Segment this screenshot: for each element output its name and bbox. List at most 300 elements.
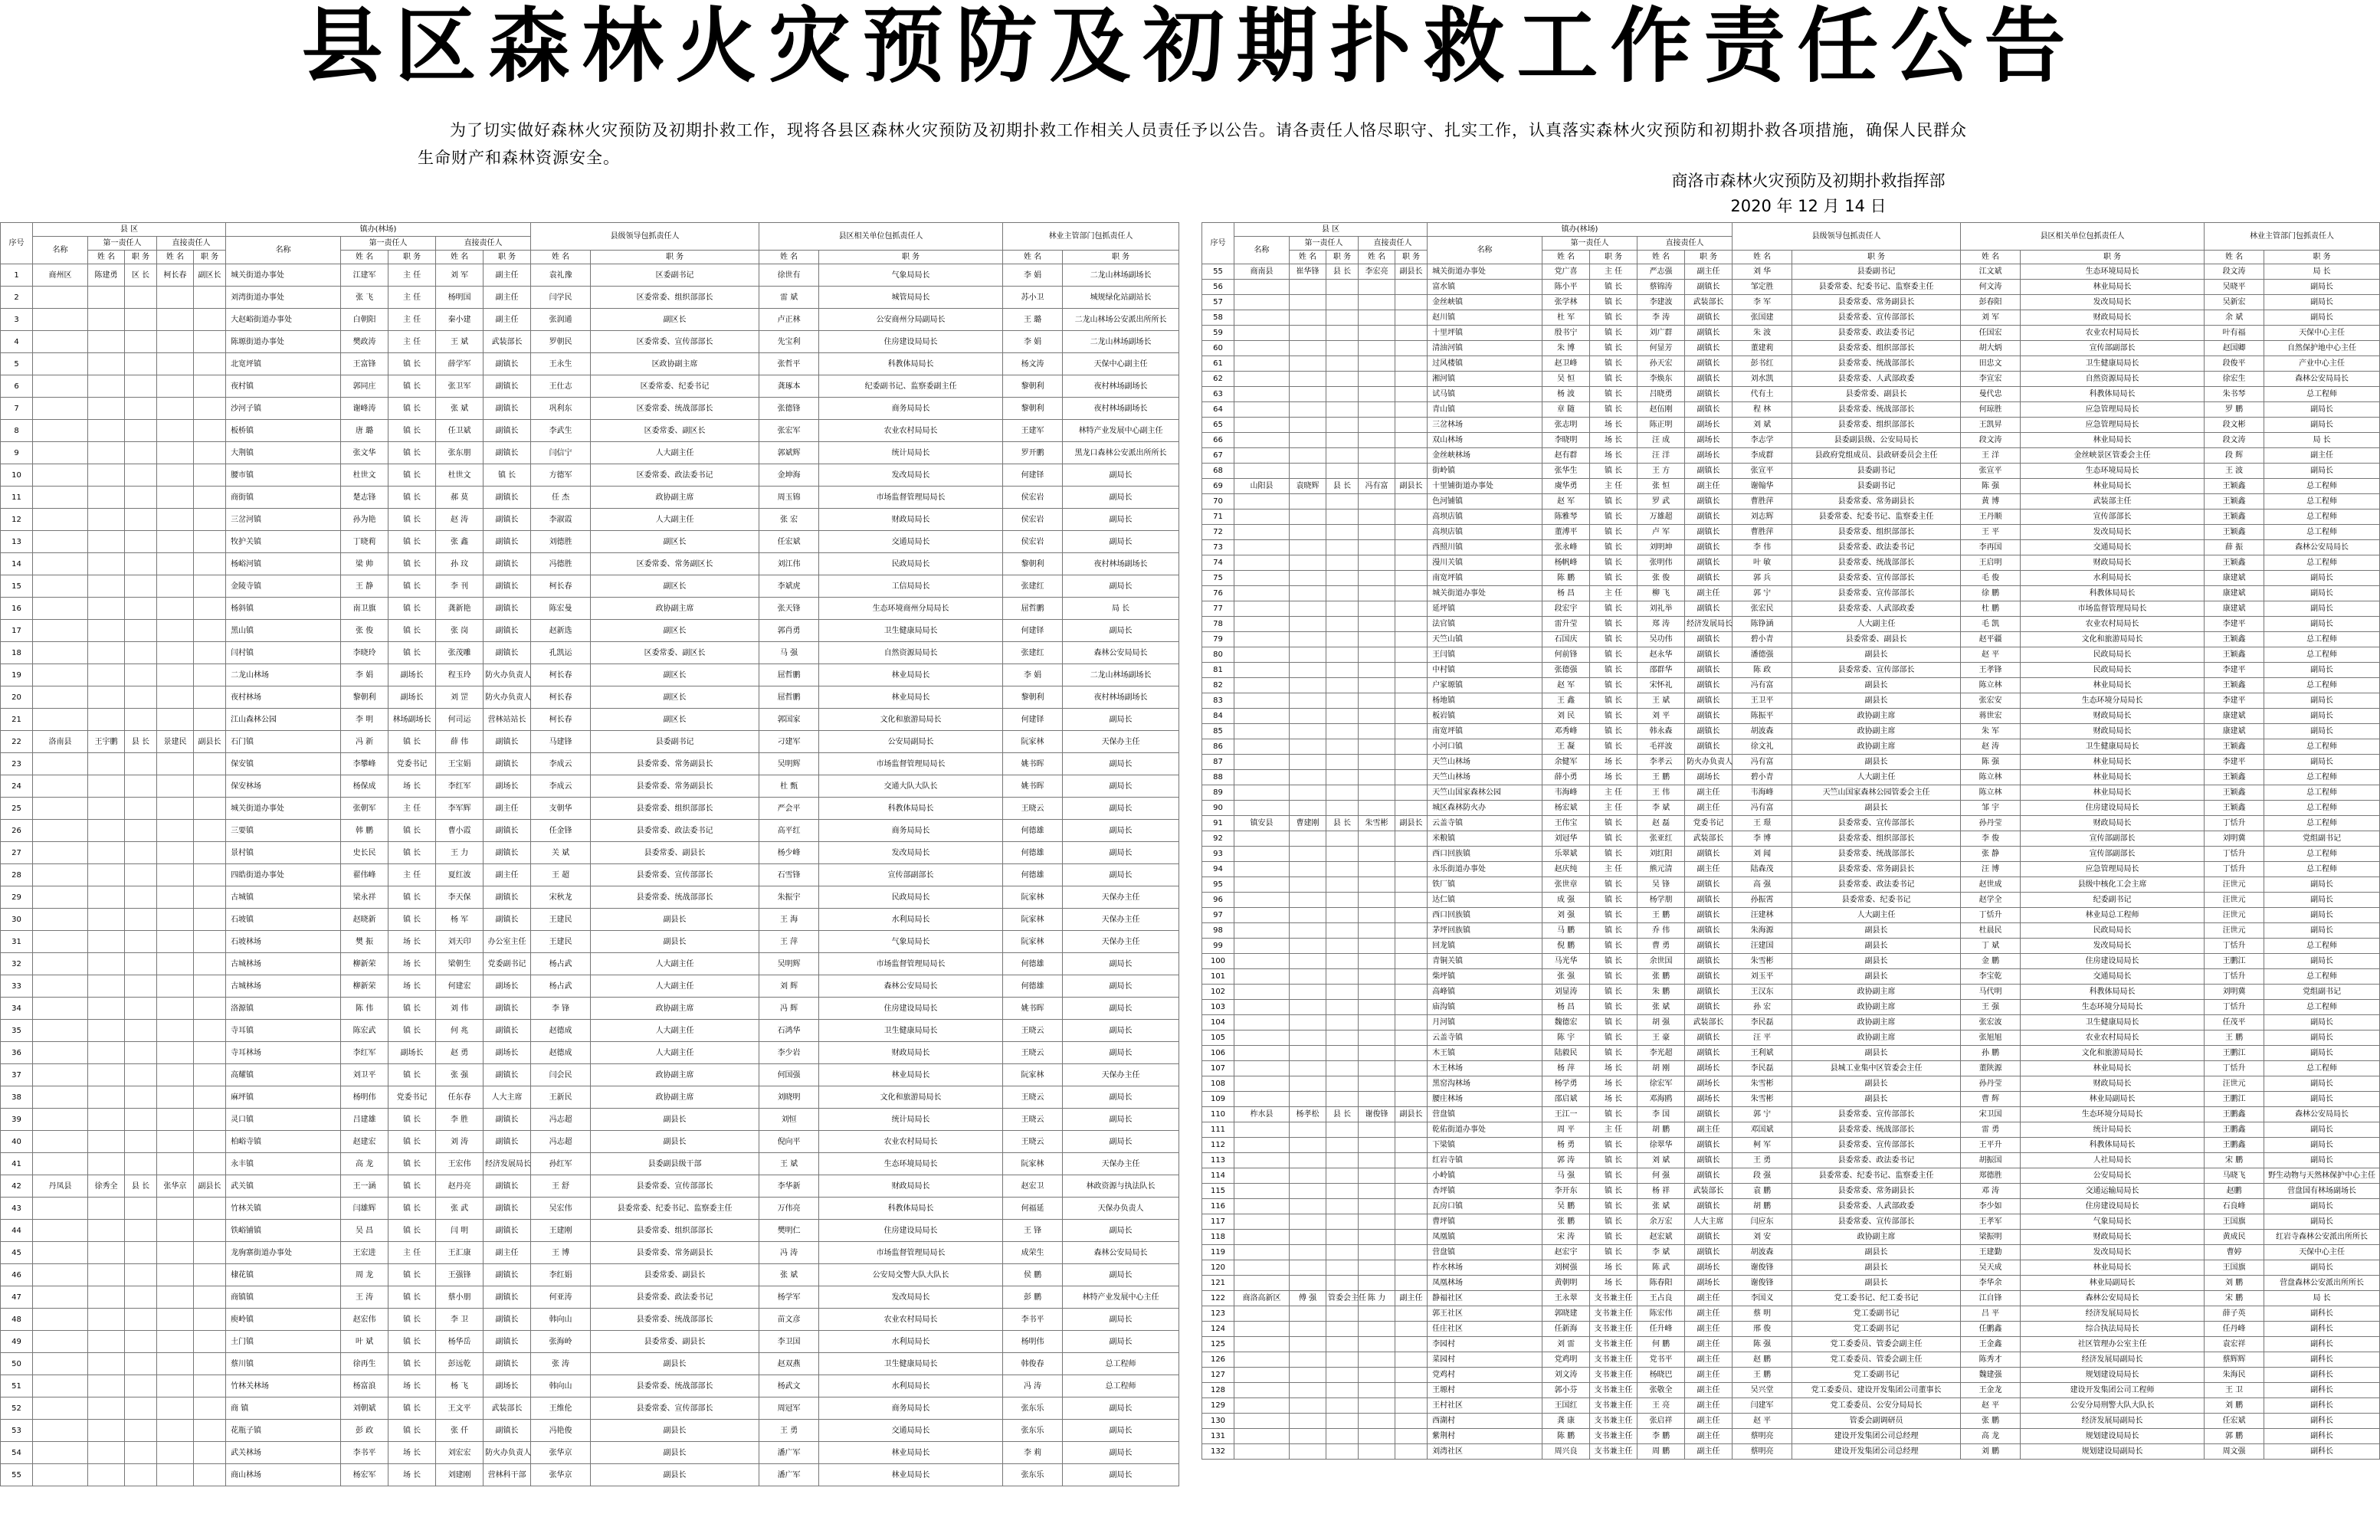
county-direct-name bbox=[1359, 1352, 1395, 1368]
town-first-name: 韦海峰 bbox=[1542, 785, 1590, 801]
county-name bbox=[33, 1198, 88, 1220]
town-name: 铁峪铺镇 bbox=[226, 1220, 341, 1242]
county-name bbox=[1234, 678, 1290, 693]
town-first-name: 殷书宁 bbox=[1542, 326, 1590, 341]
dept-leader-position: 发改局局长 bbox=[2021, 1245, 2205, 1260]
county-name bbox=[1234, 877, 1290, 893]
county-name bbox=[33, 931, 88, 953]
county-first-name bbox=[1290, 831, 1326, 847]
county-first-name: 袁晓辉 bbox=[1290, 479, 1326, 494]
table-row bbox=[1202, 678, 2380, 693]
town-first-position: 镇 长 bbox=[388, 1153, 436, 1175]
county-direct-position bbox=[1395, 831, 1428, 847]
table-row bbox=[1202, 1015, 2380, 1030]
dept-leader-position: 生态环境局局长 bbox=[2021, 264, 2205, 280]
dept-leader-name: 李华余 bbox=[1961, 1276, 2021, 1291]
county-first-position bbox=[1326, 555, 1359, 571]
county-first-name bbox=[1290, 341, 1326, 356]
county-leader-position: 县委常委、政法委书记 bbox=[591, 820, 759, 842]
county-direct-position bbox=[1395, 1046, 1428, 1061]
town-direct-position: 副镇长 bbox=[484, 1175, 531, 1198]
town-direct-position: 营林科干部 bbox=[484, 1464, 531, 1486]
town-direct-name: 李天保 bbox=[436, 886, 484, 909]
county-direct-position bbox=[1395, 1245, 1428, 1260]
county-name bbox=[33, 686, 88, 709]
county-direct-position bbox=[1395, 678, 1428, 693]
forestry-leader-position: 总工程师 bbox=[2264, 525, 2380, 540]
county-name bbox=[1234, 601, 1290, 617]
county-first-position bbox=[125, 1264, 157, 1286]
county-first-position bbox=[1326, 326, 1359, 341]
forestry-leader-position: 副局长 bbox=[1063, 975, 1179, 998]
county-name bbox=[1234, 555, 1290, 571]
table-row bbox=[1202, 479, 2380, 494]
county-first-name bbox=[88, 1331, 125, 1353]
row-number: 72 bbox=[1202, 525, 1234, 540]
forestry-leader-name: 阮家林 bbox=[1003, 1064, 1063, 1086]
dept-leader-name: 王 海 bbox=[759, 909, 819, 931]
county-first-position bbox=[1326, 1184, 1359, 1199]
forestry-leader-name: 何德雄 bbox=[1003, 842, 1063, 864]
table-row bbox=[1, 1242, 1179, 1264]
county-first-position bbox=[1326, 586, 1359, 601]
town-direct-position: 副镇长 bbox=[1685, 923, 1733, 939]
town-first-name: 杨学勇 bbox=[1542, 1076, 1590, 1092]
county-first-position bbox=[125, 753, 157, 775]
row-number: 19 bbox=[1, 664, 33, 686]
forestry-leader-position: 总工程师 bbox=[2264, 678, 2380, 693]
town-first-position: 场 长 bbox=[1590, 1276, 1637, 1291]
town-direct-name: 王宝娟 bbox=[436, 753, 484, 775]
town-direct-name: 赵 磊 bbox=[1637, 816, 1685, 831]
county-name bbox=[33, 842, 88, 864]
county-direct-name bbox=[157, 709, 194, 731]
county-first-position: 县 长 bbox=[1326, 479, 1359, 494]
forestry-leader-name: 王颖鑫 bbox=[2205, 739, 2264, 755]
town-first-position: 镇 长 bbox=[1590, 632, 1637, 647]
county-name bbox=[1234, 1429, 1290, 1444]
dept-leader-name: 张宏波 bbox=[1961, 1015, 2021, 1030]
table-row bbox=[1, 464, 1179, 487]
county-leader-position: 区委常委、纪委书记 bbox=[591, 375, 759, 398]
county-leader-position: 县委常委、政法委书记 bbox=[1792, 540, 1961, 555]
forestry-leader-position: 副局长 bbox=[1063, 1042, 1179, 1064]
dept-leader-position: 农业农村局局长 bbox=[819, 420, 1003, 442]
town-first-position: 镇 长 bbox=[1590, 969, 1637, 985]
town-direct-name: 张 强 bbox=[436, 1064, 484, 1086]
town-first-name: 彭 政 bbox=[341, 1420, 388, 1442]
county-name bbox=[1234, 1230, 1290, 1245]
town-direct-name: 张 仟 bbox=[436, 1420, 484, 1442]
town-first-name: 杨明伟 bbox=[341, 1086, 388, 1109]
county-leader-position: 副县长 bbox=[1792, 923, 1961, 939]
dept-leader-name: 张天锋 bbox=[759, 598, 819, 620]
table-row bbox=[1, 1331, 1179, 1353]
county-direct-name bbox=[1359, 1414, 1395, 1429]
dept-leader-name: 段文涛 bbox=[1961, 433, 2021, 448]
table-row bbox=[1, 909, 1179, 931]
county-leader-position: 县委常委、常务副县长 bbox=[1792, 1184, 1961, 1199]
county-direct-position bbox=[194, 953, 226, 975]
dept-leader-name: 曼代忠 bbox=[1961, 387, 2021, 402]
county-direct-name bbox=[157, 464, 194, 487]
dept-leader-position: 林业局局长 bbox=[2021, 1260, 2205, 1276]
row-number: 102 bbox=[1202, 985, 1234, 1000]
county-name bbox=[1234, 510, 1290, 525]
town-first-position: 镇 长 bbox=[388, 1264, 436, 1286]
county-first-name bbox=[1290, 663, 1326, 678]
table-row bbox=[1202, 1322, 2380, 1337]
dept-leader-name: 杜晨民 bbox=[1961, 923, 2021, 939]
county-direct-position bbox=[1395, 663, 1428, 678]
town-first-name: 周 龙 bbox=[341, 1264, 388, 1286]
town-direct-name: 罗 武 bbox=[1637, 494, 1685, 510]
row-number: 68 bbox=[1202, 464, 1234, 479]
town-direct-position: 副镇长 bbox=[1685, 877, 1733, 893]
county-leader-position: 县委常委、副县长 bbox=[591, 1264, 759, 1286]
county-leader-name: 闫会民 bbox=[531, 1064, 591, 1086]
county-direct-name bbox=[157, 953, 194, 975]
county-name bbox=[33, 1353, 88, 1375]
town-name: 金陵寺镇 bbox=[226, 575, 341, 598]
county-first-name bbox=[1290, 785, 1326, 801]
forestry-leader-position: 副局长 bbox=[2264, 418, 2380, 433]
town-name: 高坝店镇 bbox=[1428, 510, 1542, 525]
notice-intro bbox=[418, 116, 1981, 172]
county-leader-name: 王卫平 bbox=[1733, 693, 1792, 709]
county-direct-name bbox=[157, 1442, 194, 1464]
town-direct-position: 副主任 bbox=[1685, 785, 1733, 801]
county-direct-name bbox=[1359, 785, 1395, 801]
town-name: 王塬村 bbox=[1428, 1383, 1542, 1398]
forestry-leader-name: 李建平 bbox=[2205, 755, 2264, 770]
county-direct-name bbox=[157, 1420, 194, 1442]
county-name bbox=[1234, 969, 1290, 985]
dept-leader-name: 屈哲鹏 bbox=[759, 664, 819, 686]
forestry-leader-name: 张东乐 bbox=[1003, 1420, 1063, 1442]
forestry-leader-name: 吴新宏 bbox=[2205, 295, 2264, 310]
dept-leader-position: 财政局局长 bbox=[2021, 1230, 2205, 1245]
forestry-leader-position: 总工程师 bbox=[2264, 555, 2380, 571]
county-leader-name: 刘志辉 bbox=[1733, 510, 1792, 525]
town-direct-name: 李光超 bbox=[1637, 1046, 1685, 1061]
dept-leader-name: 田忠文 bbox=[1961, 356, 2021, 372]
row-number: 112 bbox=[1202, 1138, 1234, 1153]
town-first-name: 闫雄辉 bbox=[341, 1198, 388, 1220]
county-leader-name: 张 涛 bbox=[531, 1353, 591, 1375]
county-leader-position: 副县长 bbox=[1792, 1276, 1961, 1291]
county-first-name bbox=[88, 1109, 125, 1131]
county-leader-name: 王利斌 bbox=[1733, 1046, 1792, 1061]
county-first-position bbox=[1326, 1368, 1359, 1383]
county-leader-position: 副县长 bbox=[1792, 939, 1961, 954]
dept-leader-position: 林业局局长 bbox=[819, 664, 1003, 686]
table-row bbox=[1202, 1214, 2380, 1230]
county-leader-name: 董建莉 bbox=[1733, 341, 1792, 356]
forestry-leader-position: 副科长 bbox=[2264, 1306, 2380, 1322]
dept-leader-position: 纪委副书记 bbox=[2021, 893, 2205, 908]
dept-leader-position: 文化和旅游局局长 bbox=[2021, 1046, 2205, 1061]
town-first-position: 支书兼主任 bbox=[1590, 1444, 1637, 1460]
county-first-name bbox=[1290, 617, 1326, 632]
table-row bbox=[1, 442, 1179, 464]
county-name bbox=[33, 1220, 88, 1242]
county-leader-name: 李淑霞 bbox=[531, 509, 591, 531]
forestry-leader-position: 营盘国有林场副场长 bbox=[2264, 1184, 2380, 1199]
town-first-name: 刘朝斌 bbox=[341, 1397, 388, 1420]
county-first-name bbox=[88, 953, 125, 975]
town-first-name: 史长民 bbox=[341, 842, 388, 864]
row-number: 108 bbox=[1202, 1076, 1234, 1092]
row-number: 94 bbox=[1202, 862, 1234, 877]
county-name bbox=[33, 331, 88, 353]
row-number: 126 bbox=[1202, 1352, 1234, 1368]
county-direct-position bbox=[1395, 510, 1428, 525]
town-direct-name: 何司运 bbox=[436, 709, 484, 731]
county-direct-name bbox=[1359, 1429, 1395, 1444]
forestry-leader-name: 王建军 bbox=[1003, 420, 1063, 442]
county-leader-name: 刘玉平 bbox=[1733, 969, 1792, 985]
dept-leader-position: 应急管理局局长 bbox=[2021, 862, 2205, 877]
row-number: 111 bbox=[1202, 1122, 1234, 1138]
county-name bbox=[33, 398, 88, 420]
row-number: 20 bbox=[1, 686, 33, 709]
header-person: 姓 名 bbox=[1733, 251, 1792, 264]
dept-leader-name: 雷 勇 bbox=[1961, 1122, 2021, 1138]
county-leader-position: 副县长 bbox=[591, 1109, 759, 1131]
forestry-leader-position: 副科长 bbox=[2264, 1383, 2380, 1398]
header-person: 姓 名 bbox=[341, 251, 388, 264]
county-leader-position: 县委副书记 bbox=[1792, 464, 1961, 479]
town-name: 天竺山国家森林公园 bbox=[1428, 785, 1542, 801]
town-direct-name: 何 兆 bbox=[436, 1020, 484, 1042]
town-name: 闫村镇 bbox=[226, 642, 341, 664]
forestry-leader-name: 苏小卫 bbox=[1003, 287, 1063, 309]
table-row bbox=[1202, 632, 2380, 647]
row-number: 44 bbox=[1, 1220, 33, 1242]
county-first-name bbox=[1290, 1260, 1326, 1276]
town-direct-position: 副镇长 bbox=[1685, 985, 1733, 1000]
forestry-leader-position: 副局长 bbox=[2264, 693, 2380, 709]
county-direct-name bbox=[1359, 663, 1395, 678]
table-row bbox=[1, 1042, 1179, 1064]
town-first-name: 陆毅民 bbox=[1542, 1046, 1590, 1061]
town-direct-name: 王文平 bbox=[436, 1397, 484, 1420]
town-first-position: 场 长 bbox=[1590, 1076, 1637, 1092]
county-first-position: 县 长 bbox=[125, 731, 157, 753]
county-first-name bbox=[1290, 693, 1326, 709]
dept-leader-name: 潘广军 bbox=[759, 1442, 819, 1464]
forestry-leader-name: 王颖鑫 bbox=[2205, 632, 2264, 647]
town-direct-position: 副镇长 bbox=[484, 1020, 531, 1042]
county-first-position bbox=[125, 1020, 157, 1042]
forestry-leader-name: 叶有福 bbox=[2205, 326, 2264, 341]
county-direct-position bbox=[1395, 1214, 1428, 1230]
dept-leader-name: 龚琢本 bbox=[759, 375, 819, 398]
dept-leader-position: 林业局副局长 bbox=[2021, 1092, 2205, 1107]
town-first-position: 镇 长 bbox=[1590, 402, 1637, 418]
town-name: 铁厂镇 bbox=[1428, 877, 1542, 893]
table-row bbox=[1, 664, 1179, 686]
town-direct-name: 刘 军 bbox=[436, 264, 484, 287]
county-direct-name bbox=[157, 1020, 194, 1042]
county-direct-name bbox=[1359, 1337, 1395, 1352]
county-leader-name: 蔡 明 bbox=[1733, 1306, 1792, 1322]
town-direct-position: 副镇长 bbox=[484, 442, 531, 464]
forestry-leader-position: 副局长 bbox=[2264, 1122, 2380, 1138]
town-first-position: 镇 长 bbox=[388, 553, 436, 575]
forestry-leader-position: 副局长 bbox=[1063, 531, 1179, 553]
county-leader-name: 邹定胜 bbox=[1733, 280, 1792, 295]
county-direct-name bbox=[1359, 540, 1395, 555]
county-leader-position: 县委常委、统战部部长 bbox=[1792, 847, 1961, 862]
dept-leader-name: 刘江伟 bbox=[759, 553, 819, 575]
row-number: 11 bbox=[1, 487, 33, 509]
county-leader-position: 县委常委、人武部政委 bbox=[1792, 601, 1961, 617]
row-number: 28 bbox=[1, 864, 33, 886]
town-name: 李园村 bbox=[1428, 1337, 1542, 1352]
row-number: 67 bbox=[1202, 448, 1234, 464]
town-direct-position: 副镇长 bbox=[484, 1353, 531, 1375]
town-first-name: 陈小平 bbox=[1542, 280, 1590, 295]
county-leader-position: 县委常委、宣传部部长 bbox=[1792, 663, 1961, 678]
county-leader-position: 县委常委、人武部政委 bbox=[1792, 372, 1961, 387]
dept-leader-name: 杨少峰 bbox=[759, 842, 819, 864]
row-number: 4 bbox=[1, 331, 33, 353]
county-first-name: 傅 强 bbox=[1290, 1291, 1326, 1306]
town-first-name: 赵建宏 bbox=[341, 1131, 388, 1153]
town-first-position: 副场长 bbox=[388, 664, 436, 686]
dept-leader-name: 李华新 bbox=[759, 1175, 819, 1198]
county-direct-name bbox=[1359, 1000, 1395, 1015]
town-direct-position: 副镇长 bbox=[484, 553, 531, 575]
county-direct-name bbox=[1359, 464, 1395, 479]
town-first-name: 杨 昌 bbox=[1542, 586, 1590, 601]
town-direct-position: 副场长 bbox=[1685, 1076, 1733, 1092]
header-position: 职 务 bbox=[1063, 251, 1179, 264]
town-direct-position: 副镇长 bbox=[1685, 1046, 1733, 1061]
table-row bbox=[1202, 326, 2380, 341]
county-leader-name: 王 鹏 bbox=[1733, 1368, 1792, 1383]
county-direct-name bbox=[157, 531, 194, 553]
county-name bbox=[33, 375, 88, 398]
county-name bbox=[1234, 663, 1290, 678]
county-leader-name: 徐文礼 bbox=[1733, 739, 1792, 755]
town-first-position: 场 长 bbox=[388, 1442, 436, 1464]
county-leader-position: 政协副主席 bbox=[591, 1064, 759, 1086]
town-first-name: 叶 斌 bbox=[341, 1331, 388, 1353]
town-direct-name: 王 亮 bbox=[1637, 1398, 1685, 1414]
county-first-position bbox=[125, 842, 157, 864]
county-direct-position bbox=[1395, 770, 1428, 785]
town-name: 商镇镇 bbox=[226, 1286, 341, 1309]
forestry-leader-position: 天保办主任 bbox=[1063, 731, 1179, 753]
county-first-position bbox=[125, 1375, 157, 1397]
county-leader-name: 王新民 bbox=[531, 1086, 591, 1109]
dept-leader-name: 丁 斌 bbox=[1961, 939, 2021, 954]
dept-leader-position: 林业局局长 bbox=[2021, 770, 2205, 785]
row-number: 18 bbox=[1, 642, 33, 664]
header-seq: 序号 bbox=[1202, 223, 1234, 264]
county-direct-name bbox=[1359, 969, 1395, 985]
header-position: 职 务 bbox=[819, 251, 1003, 264]
town-first-name: 杨 勇 bbox=[1542, 1138, 1590, 1153]
county-first-position bbox=[1326, 985, 1359, 1000]
town-direct-name: 杨华岳 bbox=[436, 1331, 484, 1353]
county-direct-name bbox=[157, 1397, 194, 1420]
county-first-name bbox=[88, 287, 125, 309]
town-name: 杏坪镇 bbox=[1428, 1184, 1542, 1199]
town-name: 柞水林场 bbox=[1428, 1260, 1542, 1276]
header-county-leader: 县级领导包抓责任人 bbox=[531, 223, 759, 251]
forestry-leader-position: 副局长 bbox=[1063, 487, 1179, 509]
town-direct-name: 何 强 bbox=[1637, 1168, 1685, 1184]
county-first-position bbox=[1326, 877, 1359, 893]
county-first-position bbox=[125, 1464, 157, 1486]
county-name bbox=[1234, 632, 1290, 647]
county-first-name bbox=[1290, 1414, 1326, 1429]
county-direct-name bbox=[1359, 525, 1395, 540]
town-first-position: 主 任 bbox=[1590, 264, 1637, 280]
town-direct-name: 刘 斌 bbox=[1637, 1153, 1685, 1168]
row-number: 123 bbox=[1202, 1306, 1234, 1322]
county-leader-name: 巩利东 bbox=[531, 398, 591, 420]
county-name bbox=[1234, 954, 1290, 969]
county-leader-position: 县委副县级、公安局局长 bbox=[1792, 433, 1961, 448]
table-row bbox=[1, 1086, 1179, 1109]
town-direct-position: 防火办负责人 bbox=[484, 664, 531, 686]
town-name: 金丝峡林场 bbox=[1428, 448, 1542, 464]
row-number: 16 bbox=[1, 598, 33, 620]
county-direct-name: 朱雪彬 bbox=[1359, 816, 1395, 831]
county-first-position bbox=[125, 1353, 157, 1375]
row-number: 130 bbox=[1202, 1414, 1234, 1429]
dept-leader-position: 公安商州分局副局长 bbox=[819, 309, 1003, 331]
town-name: 庾岭镇 bbox=[226, 1309, 341, 1331]
county-leader-name: 王建民 bbox=[531, 909, 591, 931]
row-number: 47 bbox=[1, 1286, 33, 1309]
dept-leader-name: 王金龙 bbox=[1961, 1383, 2021, 1398]
dept-leader-position: 应急管理局局长 bbox=[2021, 402, 2205, 418]
county-first-position bbox=[1326, 908, 1359, 923]
table-row bbox=[1202, 510, 2380, 525]
row-number: 55 bbox=[1, 1464, 33, 1486]
dept-leader-name: 王建勤 bbox=[1961, 1245, 2021, 1260]
county-direct-position bbox=[194, 1286, 226, 1309]
forestry-leader-position: 总工程师 bbox=[2264, 770, 2380, 785]
forestry-leader-name: 段俊平 bbox=[2205, 356, 2264, 372]
county-leader-position: 副县长 bbox=[591, 1442, 759, 1464]
county-direct-name bbox=[1359, 739, 1395, 755]
town-direct-name: 邓海鸥 bbox=[1637, 1092, 1685, 1107]
forestry-leader-position: 森林公安局局长 bbox=[2264, 1107, 2380, 1122]
county-leader-position: 党工委书记、纪工委书记 bbox=[1792, 1291, 1961, 1306]
row-number: 63 bbox=[1202, 387, 1234, 402]
town-direct-position: 副场长 bbox=[1685, 418, 1733, 433]
town-first-position: 支书兼主任 bbox=[1590, 1337, 1637, 1352]
county-leader-position: 县委常委、副县长 bbox=[1792, 632, 1961, 647]
county-first-position bbox=[125, 886, 157, 909]
county-leader-name: 冯志超 bbox=[531, 1109, 591, 1131]
county-leader-name: 代有土 bbox=[1733, 387, 1792, 402]
dept-leader-position: 民政局局长 bbox=[819, 553, 1003, 575]
forestry-leader-name: 李建平 bbox=[2205, 617, 2264, 632]
dept-leader-name: 李斌虎 bbox=[759, 575, 819, 598]
town-direct-name: 徐宏军 bbox=[1637, 1076, 1685, 1092]
town-direct-position: 副主任 bbox=[1685, 1322, 1733, 1337]
dept-leader-position: 住房建设局局长 bbox=[2021, 954, 2205, 969]
dept-leader-name: 卢正林 bbox=[759, 309, 819, 331]
